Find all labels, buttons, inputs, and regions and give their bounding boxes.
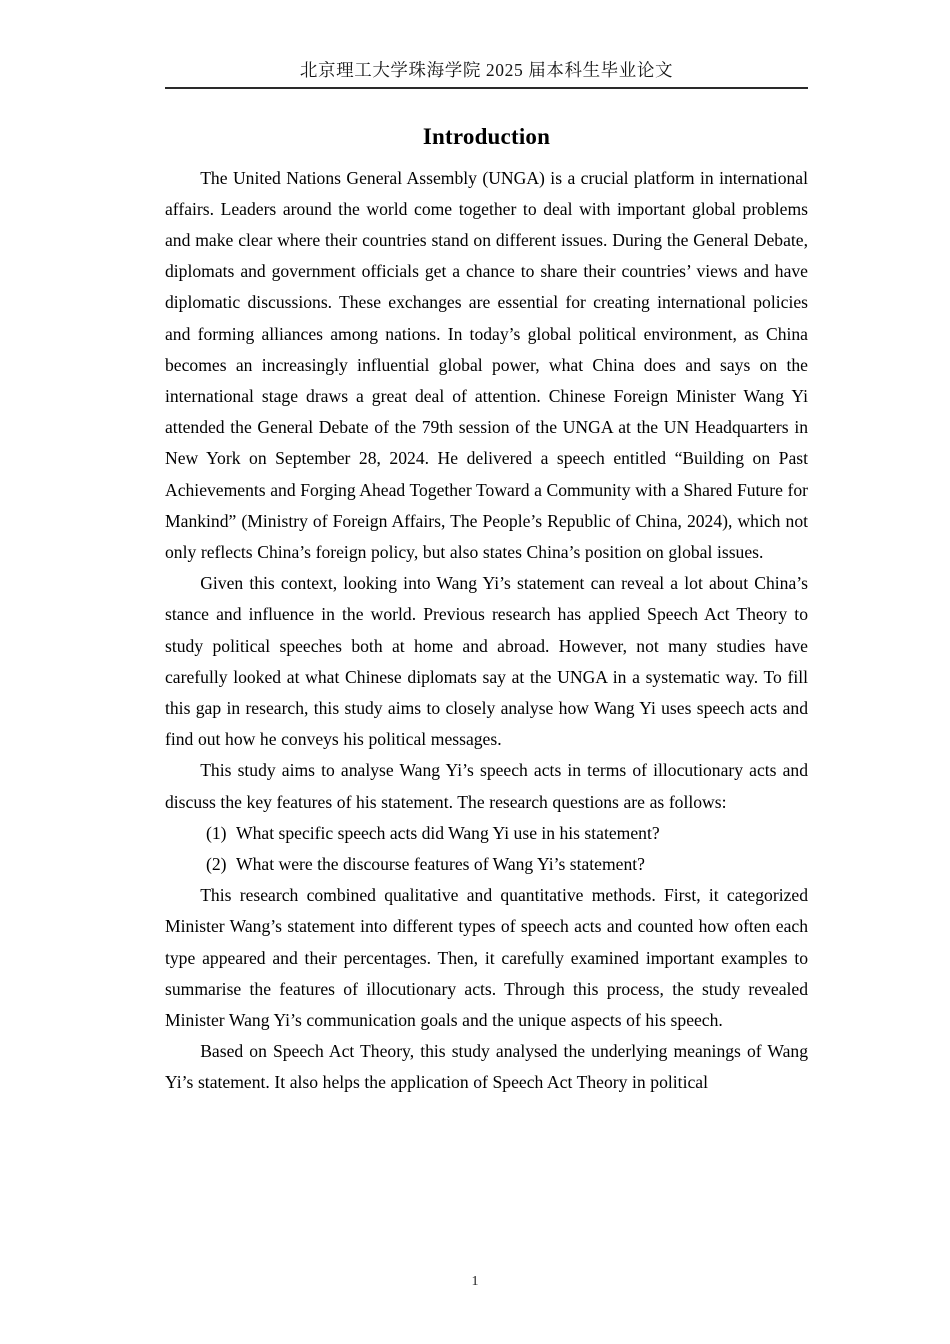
page-footer	[0, 1272, 950, 1290]
running-header-title: 北京理工大学珠海学院 2025 届本科生毕业论文	[299, 60, 674, 80]
body-paragraph-3: This study aims to analyse Wang Yi’s speech acts in terms of illocutionary acts and discuss the key features of his statement. The research questions are as follows:	[165, 760, 808, 812]
document-body	[165, 120, 808, 1099]
header-divider-rule	[165, 87, 808, 89]
research-questions-list	[165, 818, 808, 880]
body-paragraph-5: Based on Speech Act Theory, this study analysed the underlying meanings of Wang Yi’s statement. It also helps the application of Speech Act Theory in political	[165, 1041, 808, 1093]
list-item	[165, 849, 808, 880]
page-number: 1	[471, 1274, 479, 1289]
list-item-number: (2)	[206, 853, 227, 874]
body-paragraph-2: Given this context, looking into Wang Yi’s statement can reveal a lot about China’s stance and influence in the world. Previous research has applied Speech Act Theory to study political speeches both at home and abroad. However, not many studies have carefully looked at what Chinese diplomats say at the UNGA in a systematic way. To fill this gap in research, this study aims to closely analyse how Wang Yi uses speech acts and find out how he conveys his political messages.	[165, 573, 808, 750]
list-item-label: What specific speech acts did Wang Yi use in his statement?	[236, 822, 660, 843]
list-item	[165, 818, 808, 849]
list-item-label: What were the discourse features of Wang Yi’s statement?	[236, 853, 645, 874]
body-paragraph-4: This research combined qualitative and quantitative methods. First, it categorized Minister Wang’s statement into different types of speech acts and counted how often each type appeared and their percentages. Then, it carefully examined important examples to summarise the features of illocutionary acts. Through this process, the study revealed Minister Wang Yi’s communication goals and the unique aspects of his speech.	[165, 885, 808, 1030]
list-item-number: (1)	[206, 822, 227, 843]
body-paragraph-1: The United Nations General Assembly (UNGA) is a crucial platform in international affairs. Leaders around the world come together to deal with important global problems and make clear where their countries stand on different issues. During the General Debate, diplomats and government officials get a chance to share their countries’ views and have diplomatic discussions. These exchanges are essential for creating international policies and forming alliances among nations. In today’s global political environment, as China becomes an increasingly influential global power, what China does and says on the international stage draws a great deal of attention. Chinese Foreign Minister Wang Yi attended the General Debate of the 79th session of the UNGA at the UN Headquarters in New York on September 28, 2024. He delivered a speech entitled “Building on Past Achievements and Forging Ahead Together Toward a Community with a Shared Future for Mankind” (Ministry of Foreign Affairs, The People’s Republic of China, 2024), which not only reflects China’s foreign policy, but also states China’s position on global issues.	[165, 167, 808, 562]
page-header	[165, 58, 808, 97]
page-title: Introduction	[422, 124, 551, 149]
